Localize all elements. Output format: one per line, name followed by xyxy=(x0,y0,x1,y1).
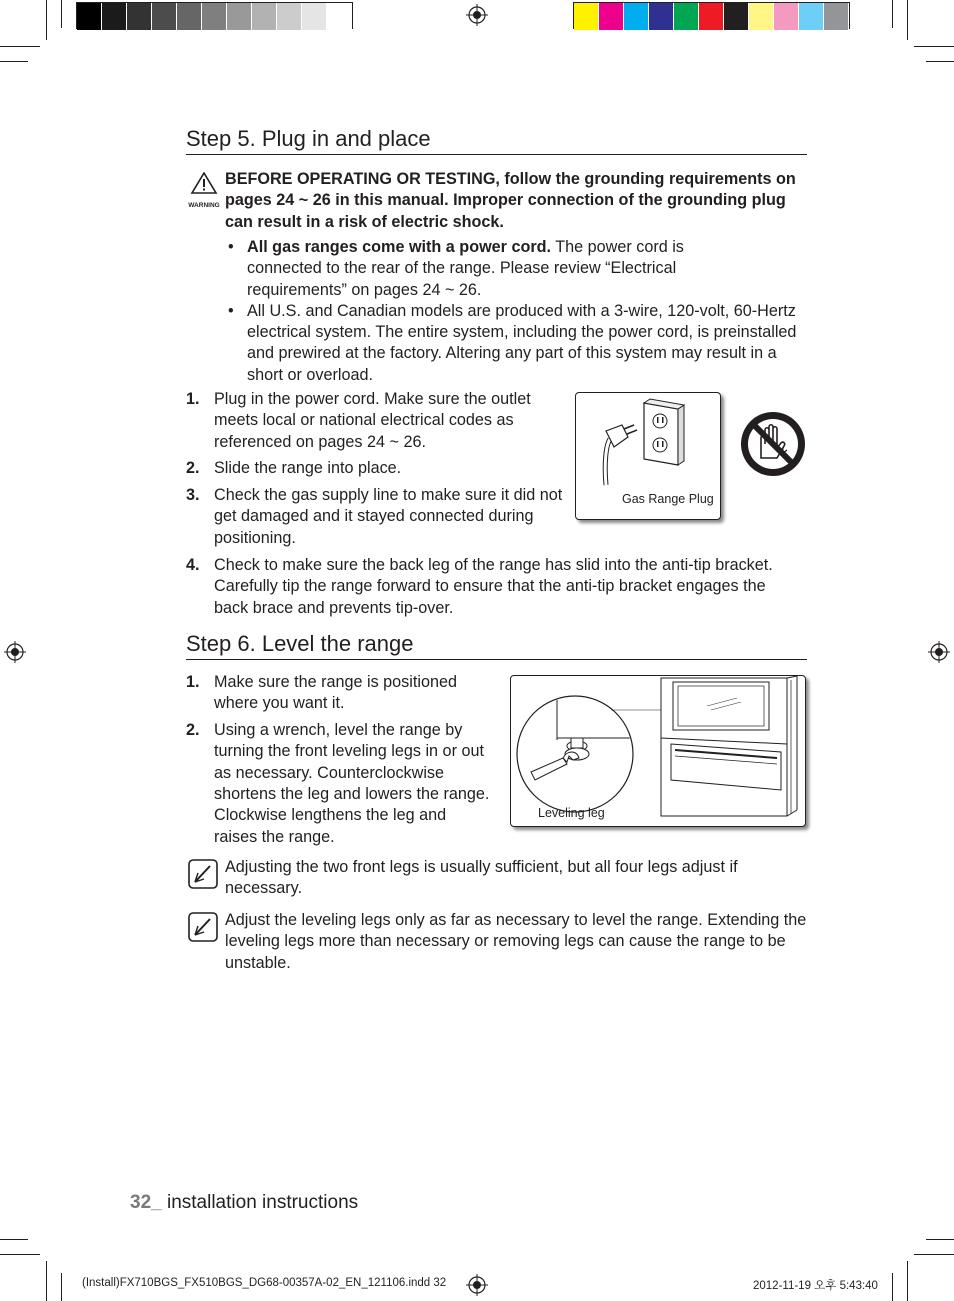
color-swatch xyxy=(699,3,724,30)
color-swatch xyxy=(774,3,799,30)
color-swatch xyxy=(152,3,177,30)
crop-mark xyxy=(0,1254,40,1255)
do-not-touch-shock-icon xyxy=(739,410,807,478)
step-number: 1. xyxy=(186,390,200,408)
crop-mark xyxy=(907,1261,908,1301)
note-text: Adjust the leveling legs only as far as necessary to level the range. Extending the leveling legs more than necessary or removing legs can cause the range to be unstable. xyxy=(225,911,807,972)
step6-heading: Step 6. Level the range xyxy=(186,631,807,660)
bullet-text: All U.S. and Canadian models are produced with a 3-wire, 120-volt, 60-Hertz electrical system. The entire system, including the power cord, is preinstalled and prewired at the factory. Altering any part of this system may result in a short or overload. xyxy=(247,301,797,384)
crop-mark xyxy=(926,61,954,62)
color-swatch xyxy=(227,3,252,30)
list-item xyxy=(186,555,786,619)
bullet-text: The power cord is connected to the rear of the range. Please review “Electrical requirements” on pages 24 ~ 26. xyxy=(247,238,684,299)
leveling-leg-figure xyxy=(510,675,806,827)
bullet-bold-text: All gas ranges come with a power cord. xyxy=(247,238,552,256)
list-item xyxy=(225,301,810,386)
note-icon xyxy=(188,859,218,889)
color-swatch xyxy=(327,3,352,30)
color-swatch xyxy=(799,3,824,30)
color-swatch xyxy=(77,3,102,30)
plug-figure-caption: Gas Range Plug xyxy=(622,492,714,506)
step-number: 3. xyxy=(186,486,200,505)
crop-mark xyxy=(61,1273,62,1301)
crop-mark xyxy=(914,46,954,47)
grayscale-color-bar xyxy=(76,2,353,29)
color-swatch xyxy=(277,3,302,30)
date-slug: 2012-11-19 오후 5:43:40 xyxy=(753,1280,878,1292)
color-swatch xyxy=(252,3,277,30)
step-number: 1. xyxy=(186,673,200,691)
crop-mark xyxy=(892,0,893,28)
color-swatch xyxy=(649,3,674,30)
step6-numbered-list xyxy=(186,672,492,853)
page-number: 32_ xyxy=(130,1192,162,1213)
step5-heading: Step 5. Plug in and place xyxy=(186,126,807,155)
note-item xyxy=(188,857,810,905)
list-item xyxy=(186,458,564,479)
color-swatch xyxy=(824,3,849,30)
step-text: Slide the range into place. xyxy=(214,459,402,478)
color-swatch xyxy=(749,3,774,30)
page-footer xyxy=(130,1192,358,1214)
section-name: installation instructions xyxy=(161,1192,359,1213)
color-swatch xyxy=(127,3,152,30)
crop-mark xyxy=(46,1261,47,1301)
crop-mark xyxy=(907,0,908,40)
step5-bullet-list xyxy=(225,237,810,386)
crop-mark xyxy=(0,61,28,62)
note-icon xyxy=(188,912,218,942)
warning-label: WARNING xyxy=(188,202,220,209)
step-text: Check to make sure the back leg of the range has slid into the anti-tip bracket. Carefully tip the range forward to ensure that the anti-tip bracket engages the back brace and prevents tip-over. xyxy=(214,556,773,617)
note-item xyxy=(188,910,810,976)
crop-mark xyxy=(892,1273,893,1301)
warning-icon xyxy=(184,172,224,209)
crop-mark xyxy=(914,1254,954,1255)
registration-mark-icon xyxy=(4,641,26,663)
color-swatch xyxy=(674,3,699,30)
plug-outlet-icon xyxy=(576,393,722,493)
crop-mark xyxy=(0,1239,28,1240)
process-color-bar xyxy=(573,2,850,29)
crop-mark xyxy=(926,1239,954,1240)
color-swatch xyxy=(302,3,327,30)
list-item xyxy=(225,237,730,301)
step5-numbered-list-b xyxy=(186,555,786,624)
file-slug: (Install)FX710BGS_FX510BGS_DG68-00357A-02_EN_121106.indd 32 xyxy=(82,1277,447,1289)
registration-mark-icon xyxy=(928,641,950,663)
color-swatch xyxy=(724,3,749,30)
step-text: Check the gas supply line to make sure it did not get damaged and it stayed connected during positioning. xyxy=(214,486,563,547)
crop-mark xyxy=(61,0,62,28)
color-swatch xyxy=(202,3,227,30)
leveling-figure-caption: Leveling leg xyxy=(538,806,605,820)
warning-text: BEFORE OPERATING OR TESTING, follow the grounding requirements on pages 24 ~ 26 in this manual. Improper connection of the grounding plug can result in a risk of electric shock. xyxy=(225,170,796,231)
list-item xyxy=(186,389,564,453)
registration-mark-icon xyxy=(466,1274,488,1296)
color-swatch xyxy=(624,3,649,30)
crop-mark xyxy=(46,0,47,40)
step-text: Make sure the range is positioned where you want it. xyxy=(214,673,457,713)
color-swatch xyxy=(599,3,624,30)
step5-numbered-list-a xyxy=(186,389,564,555)
step-text: Using a wrench, level the range by turning the front leveling legs in or out as necessary. Counterclockwise shortens the leg and lowers the range. Clockwise lengthens the leg and raises the range. xyxy=(214,721,490,846)
step-number: 2. xyxy=(186,459,200,478)
color-swatch xyxy=(177,3,202,30)
list-item xyxy=(186,720,492,848)
crop-mark xyxy=(0,46,40,47)
step-number: 2. xyxy=(186,721,200,740)
list-item xyxy=(186,485,564,549)
step-text: Plug in the power cord. Make sure the outlet meets local or national electrical codes as referenced on pages 24 ~ 26. xyxy=(214,390,531,451)
color-swatch xyxy=(102,3,127,30)
step-number: 4. xyxy=(186,556,200,574)
list-item xyxy=(186,672,492,715)
registration-mark-icon xyxy=(466,4,488,26)
color-swatch xyxy=(574,3,599,30)
note-text: Adjusting the two front legs is usually sufficient, but all four legs adjust if necessary. xyxy=(225,858,738,898)
